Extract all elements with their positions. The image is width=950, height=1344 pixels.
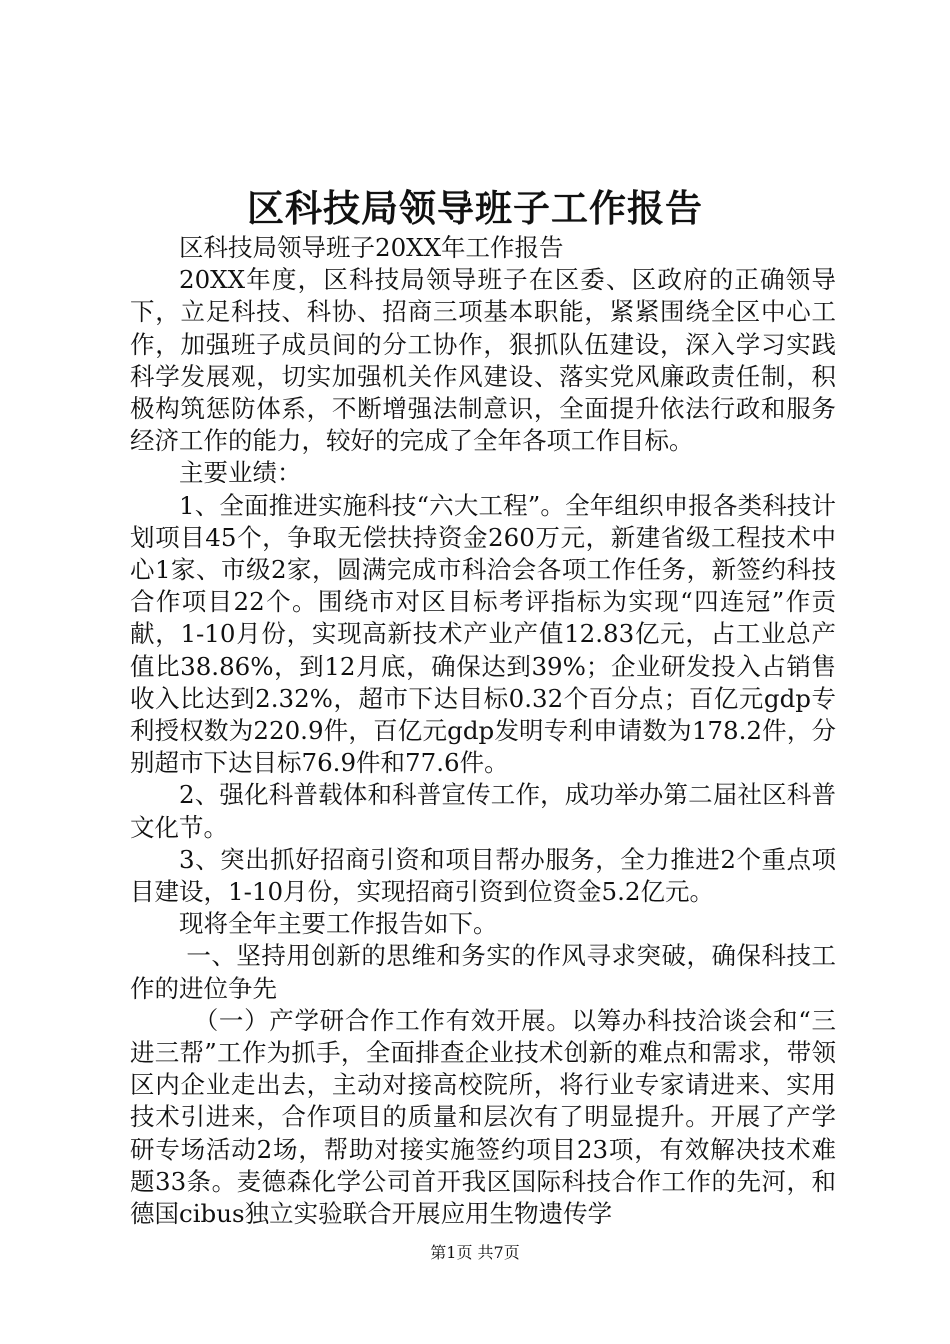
section-heading-1: 一、坚持用创新的思维和务实的作风寻求突破，确保科技工作的进位争先 [130, 941, 836, 1003]
report-intro-line: 现将全年主要工作报告如下。 [179, 909, 498, 939]
page-footer: 第1页 共7页 [430, 1243, 520, 1262]
subsection-paragraph-1: （一）产学研合作工作有效开展。以筹办科技洽谈会和“三进三帮”工作为抓手，全面排查企业技术创新的难点和需求，带领区内企业走出去，主动对接高校院所，将行业专家请进来、实用技术引进来，合作项目的质量和层次有了明显提升。开展了产学研专场活动2场，帮助对接实施签约项目23项，有效解决技术难题33条。麦德森化学公司首开我区国际科技合作工作的先河，和德国cibus独立实验联合开展应用生物遗传学 [130, 1005, 836, 1229]
document-body [130, 232, 836, 1230]
report-subtitle-paragraph: 区科技局领导班子20XX年工作报告 [179, 233, 564, 262]
intro-paragraph: 20XX年度，区科技局领导班子在区委、区政府的正确领导下，立足科技、科协、招商三项基本职能，紧紧围绕全区中心工作，加强班子成员间的分工协作，狠抓队伍建设，深入学习实践科学发展观，切实加强机关作风建设、落实党风廉政责任制，积极构筑惩防体系，不断增强法制意识，全面提升依法行政和服务经济工作的能力，较好的完成了全年各项工作目标。 [130, 265, 836, 456]
achievement-item-1: 1、全面推进实施科技“六大工程”。全年组织申报各类科技计划项目45个，争取无偿扶持资金260万元，新建省级工程技术中心1家、市级2家，圆满完成市科洽会各项工作任务，新签约科技合作项目22个。围绕市对区目标考评指标为实现“四连冠”作贡献，1-10月份，实现高新技术产业产值12.83亿元，占工业总产值比38.86%，到12月底，确保达到39%；企业研发投入占销售收入比达到2.32%，超市下达目标0.32个百分点；百亿元gdp专利授权数为220.9件，百亿元gdp发明专利申请数为178.2件，分别超市下达目标76.9件和77.6件。 [130, 490, 836, 778]
achievement-item-2: 2、强化科普载体和科普宣传工作，成功举办第二届社区科普文化节。 [130, 780, 836, 842]
achievement-item-3: 3、突出抓好招商引资和项目帮办服务，全力推进2个重点项目建设，1-10月份，实现招商引资到位资金5.2亿元。 [130, 844, 836, 907]
achievements-heading: 主要业绩： [179, 458, 302, 488]
document-title: 区科技局领导班子工作报告 [247, 186, 703, 230]
